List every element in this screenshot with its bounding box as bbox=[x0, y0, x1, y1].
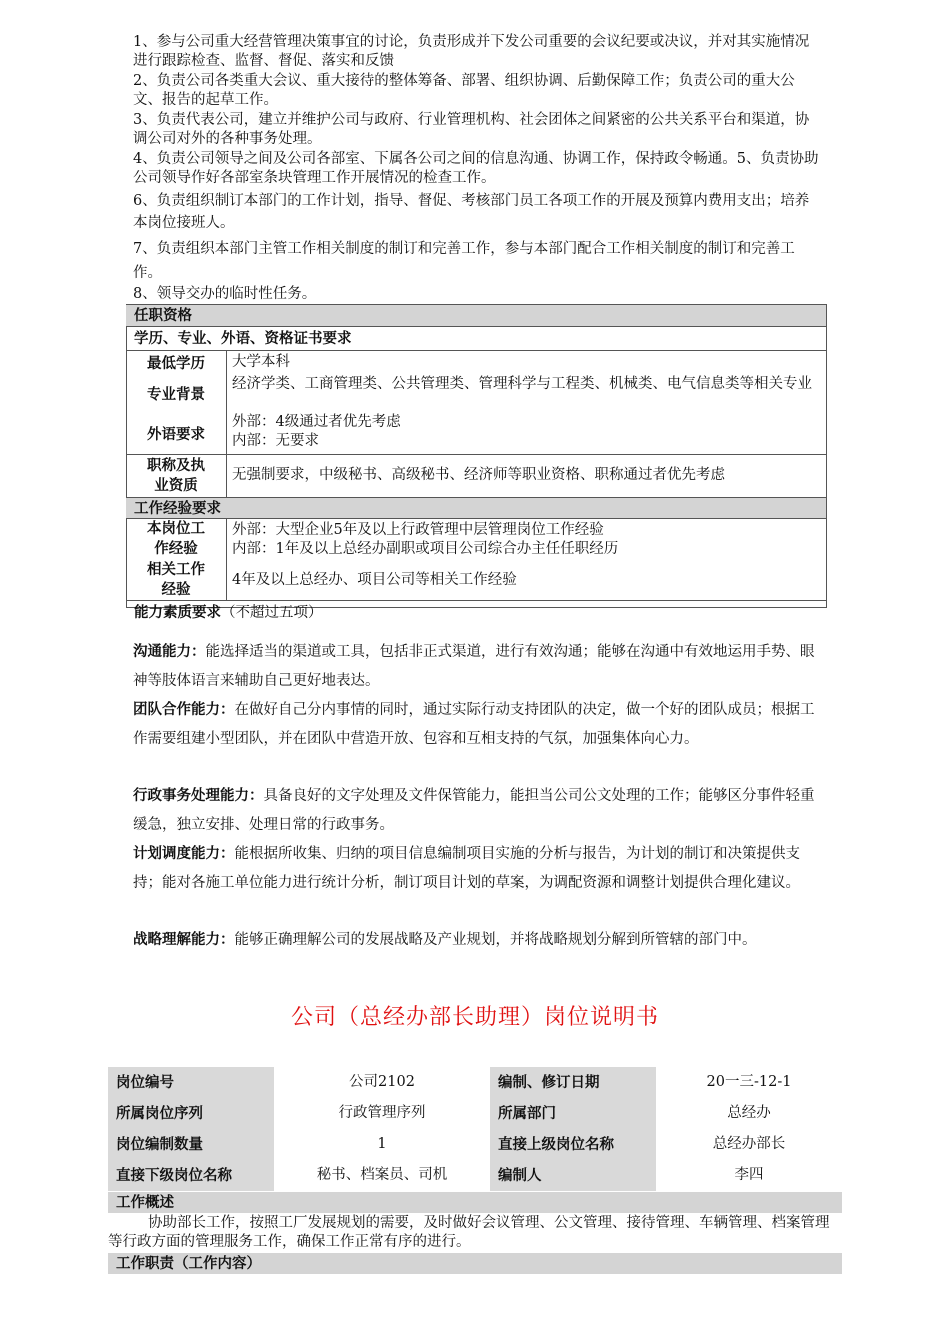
author-value: 李四 bbox=[734, 1167, 764, 1183]
duty-item-3: 3、负责代表公司，建立并维护公司与政府、行业管理机构、社会团体之间紧密的公共关系平台和渠道，协调公司对外的各种事务处理。 bbox=[133, 112, 810, 147]
info-row bbox=[108, 1098, 842, 1129]
info-row bbox=[108, 1067, 842, 1098]
superior-value: 总经办部长 bbox=[712, 1136, 786, 1152]
dept-value: 总经办 bbox=[727, 1105, 771, 1121]
duty-item-6: 6、负责组织制订本部门的工作计划，指导、督促、考核部门员工各项工作的开展及预算内费用支出；培养本岗位接班人。 bbox=[133, 193, 810, 231]
duty-item-2: 2、负责公司各类重大会议、重大接待的整体筹备、部署、组织协调、后勤保障工作；负责公司的重大公文、报告的起草工作。 bbox=[133, 73, 795, 108]
sub-label: 直接下级岗位名称 bbox=[108, 1160, 274, 1191]
post-no-label: 岗位编号 bbox=[108, 1067, 274, 1098]
own-exp-external: 外部：大型企业5年及以上行政管理中层管理岗位工作经验 bbox=[232, 522, 604, 538]
lang-label: 外语要求 bbox=[147, 426, 205, 443]
ability-name: 团队合作能力： bbox=[133, 701, 235, 718]
major-value: 经济学类、工商管理类、公共管理类、管理科学与工程类、机械类、电气信息类等相关专业 bbox=[232, 376, 812, 392]
ability-header-row bbox=[126, 600, 826, 624]
own-exp-internal: 内部：1年及以上总经办副职或项目公司综合办主任任职经历 bbox=[232, 541, 619, 557]
sub-value: 秘书、档案员、司机 bbox=[316, 1167, 448, 1183]
date-label: 编制、修订日期 bbox=[490, 1067, 656, 1098]
education-header: 学历、专业、外语、资格证书要求 bbox=[126, 326, 826, 350]
title-row bbox=[126, 454, 826, 497]
ability-text: 能根据所收集、归纳的项目信息编制项目实施的分析与报告，为计划的制订和决策提供支持；能对各施工单位能力进行统计分析，制订项目计划的草案，为调配资源和调整计划提供合理化建议。 bbox=[133, 846, 800, 891]
rel-exp-value: 4年及以上总经办、项目公司等相关工作经验 bbox=[232, 572, 517, 588]
count-value: 1 bbox=[377, 1136, 387, 1152]
post-no-value: 公司2102 bbox=[349, 1074, 415, 1090]
ability-name: 沟通能力： bbox=[133, 643, 206, 660]
experience-header: 工作经验要求 bbox=[126, 497, 826, 518]
education-block bbox=[126, 350, 826, 454]
qualification-header: 任职资格 bbox=[126, 305, 826, 326]
ability-note: （不超过五项） bbox=[221, 605, 323, 621]
rel-exp-label-1: 相关工作 bbox=[147, 561, 205, 578]
ability-name: 行政事务处理能力： bbox=[133, 787, 264, 804]
min-edu-value: 大学本科 bbox=[232, 354, 290, 370]
qualification-table bbox=[126, 305, 826, 624]
series-value: 行政管理序列 bbox=[338, 1105, 426, 1121]
ability-text: 在做好自己分内事情的同时，通过实际行动支持团队的决定，做一个好的团队成员；根据工作需要组建小型团队，并在团队中营造开放、包容和互相支持的气氛，加强集体向心力。 bbox=[133, 702, 815, 747]
dept-label: 所属部门 bbox=[490, 1098, 656, 1129]
duty-header: 工作职责（工作内容） bbox=[108, 1253, 842, 1274]
ability-name: 计划调度能力： bbox=[133, 845, 235, 862]
own-exp-label-2: 作经验 bbox=[154, 540, 198, 557]
ability-teamwork bbox=[133, 695, 823, 754]
ability-text: 具备良好的文字处理及文件保管能力，能担当公司公文处理的工作；能够区分事件轻重缓急，独立安排、处理日常的行政事务。 bbox=[133, 788, 815, 833]
min-edu-label: 最低学历 bbox=[147, 355, 205, 372]
ability-text: 能够正确理解公司的发展战略及产业规划，并将战略规划分解到所管辖的部门中。 bbox=[234, 932, 757, 948]
post-info-table bbox=[108, 1067, 842, 1191]
document-title: 公司（总经办部长助理）岗位说明书 bbox=[290, 1005, 659, 1030]
major-label: 专业背景 bbox=[147, 386, 205, 403]
title-value: 无强制要求，中级秘书、高级秘书、经济师等职业资格、职称通过者优先考虑 bbox=[232, 467, 725, 483]
own-exp-label-1: 本岗位工 bbox=[147, 520, 205, 537]
ability-strategy bbox=[133, 925, 823, 955]
ability-name: 战略理解能力： bbox=[133, 931, 235, 948]
experience-block bbox=[126, 518, 826, 600]
ability-admin bbox=[133, 781, 823, 840]
author-label: 编制人 bbox=[490, 1160, 656, 1191]
superior-label: 直接上级岗位名称 bbox=[490, 1129, 656, 1160]
info-row bbox=[108, 1160, 842, 1191]
series-label: 所属岗位序列 bbox=[108, 1098, 274, 1129]
overview-header: 工作概述 bbox=[108, 1192, 842, 1213]
duty-item-4: 4、负责公司领导之间及公司各部室、下属各公司之间的信息沟通、协调工作，保持政令畅通。5、负责协助公司领导作好各部室条块管理工作开展情况的检查工作。 bbox=[133, 151, 819, 186]
lang-internal: 内部：无要求 bbox=[232, 433, 319, 449]
title-label-2: 业资质 bbox=[154, 477, 198, 494]
duty-item-7: 7、负责组织本部门主管工作相关制度的制订和完善工作，参与本部门配合工作相关制度的制订和完善工作。 bbox=[133, 241, 795, 281]
date-value: 20一三-12-1 bbox=[706, 1074, 792, 1090]
title-label-1: 职称及执 bbox=[147, 457, 205, 474]
ability-planning bbox=[133, 839, 823, 898]
duty-item-8: 8、领导交办的临时性任务。 bbox=[133, 286, 317, 302]
rel-exp-label-2: 经验 bbox=[161, 581, 191, 598]
info-row bbox=[108, 1129, 842, 1160]
duty-item-1: 1、参与公司重大经营管理决策事宜的讨论，负责形成并下发公司重要的会议纪要或决议，并对其实施情况进行跟踪检查、监督、督促、落实和反馈 bbox=[133, 34, 810, 69]
lang-external: 外部：4级通过者优先考虑 bbox=[232, 414, 401, 430]
count-label: 岗位编制数量 bbox=[108, 1129, 274, 1160]
ability-communication bbox=[133, 637, 823, 696]
overview-text: 协助部长工作，按照工厂发展规划的需要，及时做好会议管理、公文管理、接待管理、车辆管理、档案管理等行政方面的管理服务工作，确保工作正常有序的进行。 bbox=[108, 1215, 830, 1250]
ability-header: 能力素质要求 bbox=[134, 604, 221, 621]
ability-text: 能选择适当的渠道或工具，包括非正式渠道，进行有效沟通；能够在沟通中有效地运用手势、眼神等肢体语言来辅助自己更好地表达。 bbox=[133, 644, 815, 689]
